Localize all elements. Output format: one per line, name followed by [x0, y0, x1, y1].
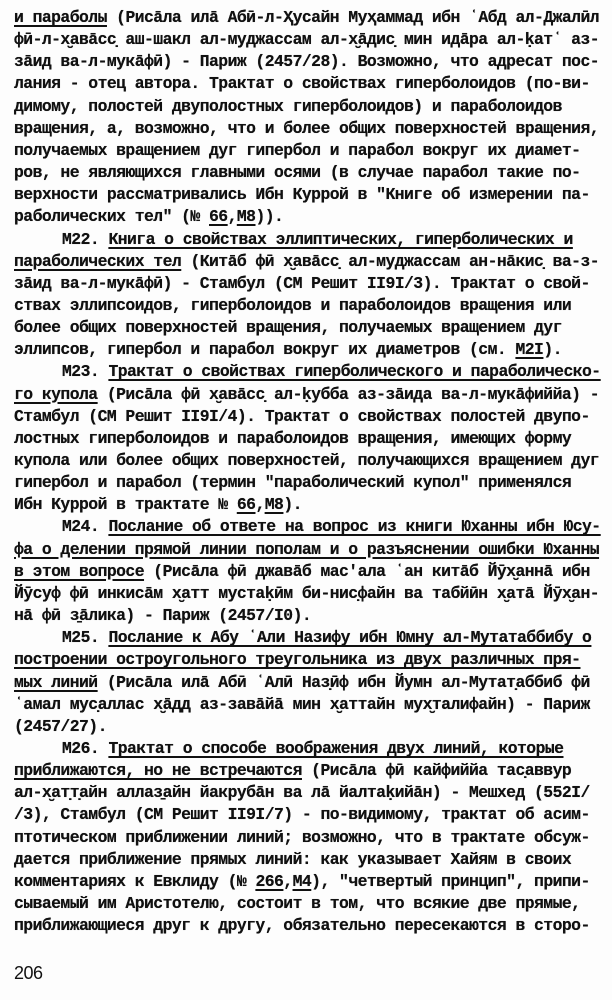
text-segment: купола или более общих поверхностей, получающихся вращением дуг	[14, 451, 600, 470]
text-segment: ), "четвертый принцип", припи-	[311, 871, 590, 891]
text-line	[14, 673, 604, 693]
text-line	[14, 30, 604, 50]
underlined-title-text: 66	[236, 495, 256, 515]
text-segment: М26.	[62, 738, 109, 758]
text-line	[14, 695, 604, 715]
text-segment: ствах эллипсоидов, гиперболоидов и параболоидов вращения или	[14, 295, 572, 315]
text-segment: (2457/27).	[14, 716, 107, 736]
text-line	[14, 8, 604, 28]
text-line	[14, 141, 604, 161]
text-line	[14, 916, 604, 936]
text-line	[14, 650, 604, 670]
text-segment: ʿамал мус̣аллас х̮āдд аз-завāйā мин х̮аттайн мух̮талифайн) - Париж	[14, 694, 590, 714]
underlined-title-text: М8	[236, 207, 256, 227]
text-line	[14, 74, 604, 94]
text-segment: вращения, а, возможно, что и более общих поверхностей вращения,	[14, 118, 600, 138]
text-segment: ).	[543, 340, 562, 360]
text-segment: )).	[255, 207, 284, 227]
underlined-title-text: Трактат о способе воображения двух линий, которые	[108, 738, 564, 758]
text-line	[14, 274, 604, 294]
paragraph-start-line	[62, 230, 604, 250]
text-segment: ров, не являющихся главными осями (в случае парабол такие по-	[14, 163, 581, 183]
text-line	[14, 429, 604, 449]
text-segment: /3), Стамбул (СМ Решит II9I/7) - по-видимому, трактат об асим-	[14, 805, 590, 825]
text-line	[14, 872, 604, 892]
text-segment: димому, полостей двуполостных гиперболоидов) и параболоидов	[14, 96, 562, 116]
text-line	[14, 52, 604, 72]
text-line	[14, 584, 604, 604]
text-segment: (Рисāла илā Абӣ ʿАлӣ Наз̣ӣф ибн Йумн ал-Мутат̣аббиб фӣ	[97, 672, 590, 692]
underlined-title-text: 266	[255, 871, 284, 891]
text-line	[14, 97, 604, 117]
text-segment: ,	[283, 871, 293, 891]
text-segment: приближающиеся друг к другу, обязательно пересекаются в сторо-	[14, 916, 590, 936]
underlined-title-text: в этом вопросе	[14, 561, 145, 581]
text-segment: дается приближение прямых линий: как указывает Хайям в своих	[14, 849, 572, 869]
text-segment: получаемых вращением дуг гипербол и парабол вокруг их диамет-	[14, 140, 581, 160]
underlined-title-text: М4	[292, 871, 312, 891]
text-segment: комментариях к Евклиду (№	[14, 871, 256, 891]
text-segment: фӣ-л-х̮авāсс̣ аш-шакл ал-муджассам ал-х̮āдис̣ мин идāра ал-ḳатʿ аз-	[14, 30, 600, 50]
underlined-title-text: Послание об ответе на вопрос из книги Юханны ибн Юсу-	[108, 517, 601, 537]
underlined-title-text: М2I	[515, 340, 544, 360]
text-line	[14, 473, 604, 493]
text-segment: лания - отец автора. Трактат о свойствах гиперболоидов (по-ви-	[14, 74, 590, 94]
text-segment: М24.	[62, 517, 109, 537]
text-line	[14, 207, 604, 227]
text-segment: (Рисāла фӣ х̮авāсс̣ ал-ḳубба аз-зāида ва-л-мукāфиййа) -	[97, 384, 600, 404]
text-segment: лостных гиперболоидов и параболоидов вращения, имеющих форму	[14, 428, 572, 448]
text-segment: М23.	[62, 362, 109, 382]
text-line	[14, 717, 604, 737]
text-segment: Стамбул (СМ Решит II9I/4). Трактат о свойствах полостей двупо-	[14, 406, 590, 426]
text-line	[14, 185, 604, 205]
text-segment: (Китāб фӣ х̮авāсс̣ ал-муджассам ан-нāкис̣ ва-з-	[181, 251, 600, 271]
underlined-title-text: 66	[209, 207, 228, 227]
text-segment: (Рисāла илā Абӣ-л-Ҳусайн Муҳаммад ибн ʿАбд ал-Джалӣл	[106, 8, 600, 27]
text-line	[14, 606, 604, 626]
underlined-title-text: фа о делении прямой линии пополам и о разъяснении ошибки Юханны	[14, 539, 600, 559]
paragraph-start-line	[62, 517, 604, 537]
text-segment: эллипсов, гипербол и парабол вокруг их диаметров (см.	[14, 340, 516, 360]
text-segment: зāид ва-л-мукāфӣ) - Париж (2457/28). Возможно, что адресат пос-	[14, 52, 600, 72]
text-segment: Ибн Куррой в трактате №	[14, 495, 237, 515]
text-segment: Йӯсуф фӣ инкисāм х̮атт мустаḳӣм би-нис̣файн ва табйӣн х̮атā Йӯх̮ан-	[14, 583, 600, 603]
text-line	[14, 252, 604, 272]
page-number: 206	[14, 963, 43, 983]
text-line	[14, 451, 604, 471]
text-segment: нā фӣ з̱āлика) - Париж (2457/I0).	[14, 606, 312, 626]
text-segment: раболических тел" (№	[14, 207, 210, 227]
underlined-title-text: построении остроугольного треугольника из двух различных пря-	[14, 650, 581, 670]
text-segment: сываемый им Аристотелю, состоит в том, что всякие две прямые,	[14, 894, 581, 913]
paragraph-start-line	[62, 739, 604, 759]
underlined-title-text: приближаются, но не встречаются	[14, 761, 302, 781]
text-segment: верхности рассматривались Ибн Куррой в "Книге об измерении па-	[14, 185, 590, 205]
text-line	[14, 783, 604, 803]
underlined-title-text: го купола	[14, 384, 98, 404]
text-line	[14, 163, 604, 183]
text-segment: М22.	[62, 229, 109, 249]
underlined-title-text: мых линий	[14, 672, 98, 692]
underlined-title-text: Трактат о свойствах гиперболического и параболическо-	[108, 362, 601, 382]
text-line	[14, 318, 604, 338]
text-line	[14, 407, 604, 427]
underlined-title-text: Книга о свойствах эллиптических, гиперболических и	[108, 229, 573, 249]
text-line	[14, 385, 604, 405]
text-line	[14, 540, 604, 560]
text-line	[14, 340, 604, 360]
text-line	[14, 894, 604, 914]
underlined-title-text: Послание к Абу ʿАли Назифу ибн Юмну ал-Мутатаббибу о	[108, 628, 592, 648]
underlined-title-text: М8	[264, 495, 284, 515]
text-segment: (Рисāла фӣ кайфиййа тас̣аввур	[301, 761, 572, 781]
paragraph-start-line	[62, 628, 604, 648]
text-segment: ал-х̮ат̣т̣айн аллаз̱айн йакрубāн ва лā йалтаḳийāн) - Мешхед (552I/	[14, 783, 590, 803]
text-segment: более общих поверхностей вращения, получаемых вращением дуг	[14, 318, 562, 338]
text-line	[14, 296, 604, 316]
text-segment: М25.	[62, 628, 109, 648]
text-line	[14, 562, 604, 582]
text-line	[14, 850, 604, 870]
text-segment: зāид ва-л-мукāфӣ) - Стамбул (СМ Решит II9I/3). Трактат о свой-	[14, 273, 590, 293]
text-segment: птотическом приближении линий; возможно, что в трактате обсуж-	[14, 827, 590, 847]
text-line	[14, 119, 604, 139]
paragraph-start-line	[62, 362, 604, 382]
text-line	[14, 805, 604, 825]
underlined-title-text: и параболы	[14, 8, 107, 27]
text-line	[14, 828, 604, 848]
text-segment: ,	[255, 495, 265, 515]
text-segment: ).	[283, 495, 302, 515]
text-segment: гипербол и парабол (термин "параболический купол" применялся	[14, 473, 572, 493]
text-segment: ,	[227, 207, 237, 227]
text-line	[14, 761, 604, 781]
text-segment: (Рисāла фӣ джавāб мас'ала ʿан китāб Йӯх̮аннā ибн	[144, 561, 590, 581]
text-line	[14, 495, 604, 515]
underlined-title-text: параболических тел	[14, 251, 182, 271]
